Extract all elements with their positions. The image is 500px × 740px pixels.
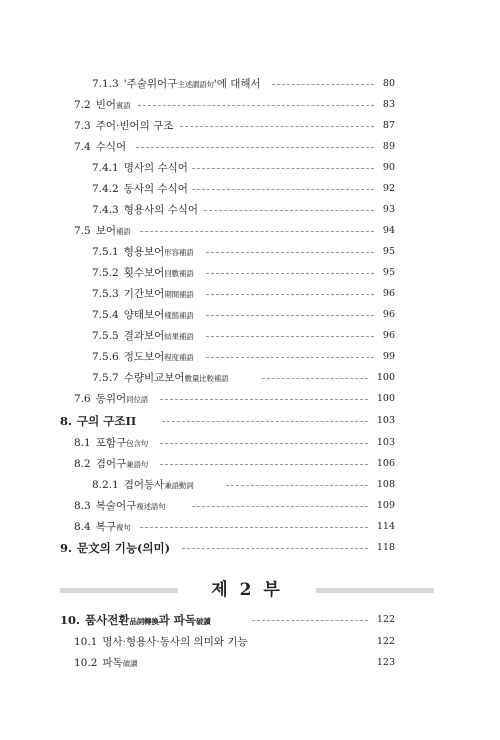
toc-entry-label: 7.4.1 명사의 수식어 [92, 162, 188, 174]
toc-leader-dots [206, 273, 374, 274]
toc-page-number: 95 [382, 267, 395, 278]
toc-leader-dots [206, 336, 374, 337]
toc-entry-8-2-1[interactable] [0, 475, 500, 495]
toc-entry-label: 7.5 보어補語 [74, 225, 131, 237]
toc-leader-dots [206, 357, 374, 358]
toc-entry-label: 7.5.5 결과보어結果補語 [92, 330, 194, 342]
toc-entry-7-5-2[interactable] [0, 263, 500, 283]
toc-page-number: 96 [382, 288, 395, 299]
toc-leader-dots [182, 548, 368, 549]
toc-entry-7-5-1[interactable] [0, 242, 500, 262]
toc-page-number: 122 [376, 614, 395, 625]
toc-entry-7-5-7[interactable] [0, 368, 500, 388]
toc-entry-7-1-3[interactable] [0, 74, 500, 94]
toc-leader-dots [180, 126, 374, 127]
toc-page-number: 95 [382, 246, 395, 257]
toc-entry-label: 7.2 빈어賓語 [74, 99, 131, 111]
toc-page-number: 109 [376, 500, 395, 511]
toc-leader-dots [138, 105, 374, 106]
toc-leader-dots [252, 620, 368, 621]
toc-leader-dots [192, 168, 374, 169]
toc-entry-10-2[interactable] [0, 653, 500, 673]
toc-page-number: 93 [382, 204, 395, 215]
toc-entry-8-2[interactable] [0, 454, 500, 474]
toc-entry-label: 7.3 주어·빈어의 구조 [74, 120, 174, 132]
toc-leader-dots [192, 189, 374, 190]
part-heading-bar-left [60, 588, 178, 593]
part-heading-bar-right [316, 588, 434, 593]
toc-entry-10[interactable] [0, 610, 500, 630]
toc-entry-label: 7.1.3 '주술위어구主述謂語句'에 대해서 [92, 78, 261, 90]
toc-entry-label: 8.2.1 겸어동사兼語動詞 [92, 479, 194, 491]
toc-entry-8[interactable] [0, 411, 500, 431]
toc-page-number: 103 [376, 437, 395, 448]
toc-entry-7-4-2[interactable] [0, 179, 500, 199]
toc-entry-10-1[interactable] [0, 632, 500, 652]
toc-entry-label: 10. 품사전환品詞轉換과 파독破讀 [60, 613, 211, 627]
toc-entry-7-5-3[interactable] [0, 284, 500, 304]
toc-page-number: 99 [382, 351, 395, 362]
toc-entry-label: 7.4.3 형용사의 수식어 [92, 204, 199, 216]
toc-page-number: 89 [382, 141, 395, 152]
toc-entry-7-4[interactable] [0, 137, 500, 157]
toc-leader-dots [206, 315, 374, 316]
toc-leader-dots [226, 485, 368, 486]
toc-entry-label: 7.5.3 기간보어期間補語 [92, 288, 194, 300]
part-title: 제 2 부 [211, 580, 283, 600]
toc-entry-label: 7.5.7 수량비교보어數量比較補語 [92, 372, 229, 384]
toc-entry-label: 8.1 포함구包含句 [74, 437, 149, 449]
toc-entry-label: 7.5.6 정도보어程度補語 [92, 351, 194, 363]
toc-entry-label: 10.2 파독破讀 [74, 657, 138, 669]
toc-page-number: 100 [376, 393, 395, 404]
toc-entry-label: 7.5.1 형용보어形容補語 [92, 246, 194, 258]
toc-leader-dots [160, 464, 368, 465]
toc-entry-label: 7.4.2 동사의 수식어 [92, 183, 188, 195]
toc-page-number: 118 [376, 542, 395, 553]
toc-entry-8-1[interactable] [0, 433, 500, 453]
toc-leader-dots [140, 231, 374, 232]
toc-page-number: 100 [376, 372, 395, 383]
toc-entry-label: 8.4 복구複句 [74, 521, 131, 533]
toc-leader-dots [204, 210, 374, 211]
toc-leader-dots [162, 421, 368, 422]
toc-entry-7-3[interactable] [0, 116, 500, 136]
toc-page-number: 90 [382, 162, 395, 173]
toc-page-number: 94 [382, 225, 395, 236]
toc-entry-label: 8. 구의 구조II [60, 414, 137, 428]
toc-page-number: 122 [376, 636, 395, 647]
toc-entry-8-3[interactable] [0, 496, 500, 516]
toc-entry-7-5[interactable] [0, 221, 500, 241]
toc-leader-dots [206, 294, 374, 295]
toc-page-number: 106 [376, 458, 395, 469]
toc-leader-dots [192, 506, 368, 507]
toc-page-number: 80 [382, 78, 395, 89]
toc-leader-dots [272, 84, 374, 85]
toc-leader-dots [140, 527, 368, 528]
toc-page-number: 108 [376, 479, 395, 490]
toc-page-number: 83 [382, 99, 395, 110]
toc-leader-dots [282, 642, 368, 643]
toc-leader-dots [160, 399, 368, 400]
toc-entry-label: 7.5.4 양태보어樣態補語 [92, 309, 194, 321]
toc-entry-7-4-1[interactable] [0, 158, 500, 178]
toc-leader-dots [262, 378, 368, 379]
toc-entry-label: 10.1 명사·형용사·동사의 의미와 기능 [74, 636, 248, 648]
toc-entry-8-4[interactable] [0, 517, 500, 537]
toc-page-number: 96 [382, 330, 395, 341]
toc-page-number: 87 [382, 120, 395, 131]
toc-entry-7-5-4[interactable] [0, 305, 500, 325]
toc-leader-dots [136, 147, 374, 148]
toc-leader-dots [150, 663, 368, 664]
toc-entry-label: 7.4 수식어 [74, 141, 127, 153]
toc-entry-7-5-5[interactable] [0, 326, 500, 346]
toc-page-number: 92 [382, 183, 395, 194]
toc-entry-9[interactable] [0, 538, 500, 558]
toc-entry-label: 8.3 복술어구複述語句 [74, 500, 166, 512]
toc-page-number: 96 [382, 309, 395, 320]
toc-entry-7-6[interactable] [0, 389, 500, 409]
toc-leader-dots [206, 252, 374, 253]
toc-entry-label: 9. 문文의 기능(의미) [60, 541, 171, 555]
toc-entry-label: 8.2 겸어구兼語句 [74, 458, 149, 470]
toc-entry-label: 7.5.2 횟수보어回數補語 [92, 267, 194, 279]
toc-page-number: 114 [376, 521, 395, 532]
toc-entry-label: 7.6 동위어同位語 [74, 393, 149, 405]
toc-entry-7-5-6[interactable] [0, 347, 500, 367]
toc-entry-7-2[interactable] [0, 95, 500, 115]
toc-page-number: 103 [376, 415, 395, 426]
part-heading [60, 579, 434, 601]
toc-entry-7-4-3[interactable] [0, 200, 500, 220]
toc-leader-dots [160, 443, 368, 444]
toc-page-number: 123 [376, 657, 395, 668]
